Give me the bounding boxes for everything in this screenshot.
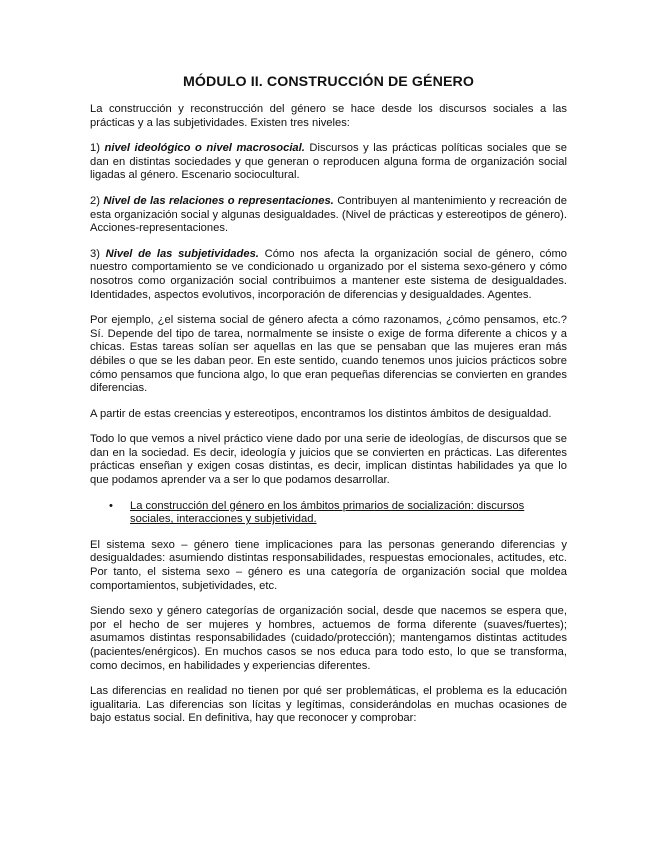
intro-paragraph: La construcción y reconstrucción del género se hace desde los discursos sociales a las prácticas y a las subjetividades. Existen tres niveles: (90, 103, 567, 129)
level-3-prefix: 3) (90, 247, 106, 260)
level-2-text: Contribuyen al mantenimiento y recreación de esta organización social y algunas desigualdades. (Nivel de prácticas y estereotipos de género). Acciones-representaciones. (90, 194, 567, 235)
bullet-icon: • (109, 499, 113, 512)
bullet-text: La construcción del género en los ámbitos primarios de socialización: discursos sociales, interacciones y subjetividad. (130, 499, 525, 526)
level-3-paragraph (90, 248, 567, 302)
level-1-paragraph (90, 142, 567, 183)
bullet-list (90, 500, 567, 527)
diferencias-paragraph: Las diferencias en realidad no tienen por qué ser problemáticas, el problema es la educación igualitaria. Las diferencias son lícitas y legítimas, considerándolas en muchas ocasiones de bajo estatus social. En definitiva, hay que reconocer y comprobar: (90, 685, 567, 725)
level-2-paragraph (90, 195, 567, 236)
level-1-prefix: 1) (90, 142, 105, 155)
level-3-text: Cómo nos afecta la organización social de género, cómo nuestro comportamiento se ve condicionado u organizado por el sistema sexo-género y cómo nosotros como organización social contribuimos a mantener este sistema de desigualdades. Identidades, aspectos evolutivos, incorporación de diferencias y desigualdades. Agentes. (90, 247, 568, 301)
level-2-term: Nivel de las relaciones o representaciones. (103, 194, 334, 207)
beliefs-paragraph: A partir de estas creencias y estereotipos, encontramos los distintos ámbitos de desigualdad. (90, 407, 552, 420)
level-3-term: Nivel de las subjetividades. (105, 247, 259, 260)
categorias-paragraph: Siendo sexo y género categorías de organización social, desde que nacemos se espera que, por el hecho de ser mujeres y hombres, actuemos de forma diferente (suaves/fuertes); asumamos distintas responsabilidades (cuidado/protección); mantengamos distintas actitudes (pacientes/enérgicos). En muchos casos se nos educa para todo esto, lo que se transforma, como decimos, en habilidades y experiencias diferentes. (90, 605, 567, 672)
page-title: MÓDULO II. CONSTRUCCIÓN DE GÉNERO (183, 74, 474, 90)
level-1-text: Discursos y las prácticas políticas sociales que se dan en distintas sociedades y que generan o reproducen alguna forma de organización social ligadas al género. Escenario sociocultural. (90, 142, 567, 182)
list-item (90, 500, 567, 527)
sexo-genero-paragraph: El sistema sexo – género tiene implicaciones para las personas generando diferencias y desigualdades: asumiendo distintas responsabilidades, respuestas emocionales, actitudes, etc. Por tanto, el sistema sexo – género es una categoría de organización social que moldea comportamientos, subjetividades, etc. (90, 538, 567, 592)
example-paragraph: Por ejemplo, ¿el sistema social de género afecta a cómo razonamos, ¿cómo pensamos, etc.? Sí. Depende del tipo de tarea, normalmente se insiste o exige de forma diferente a chicos y a chicas. Estas tareas solían ser aquellas en las que se pensaban que las mujeres eran más débiles o que se les daban peor. En este sentido, cuando tenemos unos juicios prácticos sobre cómo pensamos que funciona algo, lo que eran pequeñas diferencias se convierten en grandes diferencias. (90, 314, 567, 395)
level-2-prefix: 2) (90, 194, 104, 207)
level-1-term: nivel ideológico o nivel macrosocial. (104, 142, 305, 155)
ideologies-paragraph: Todo lo que vemos a nivel práctico viene dado por una serie de ideologías, de discursos que se dan en la sociedad. Es decir, ideología y juicios que se convierten en prácticas. Las diferentes prácticas enseñan y exigen cosas distintas, es decir, implican distintas habilidades ya que lo que podamos aprender va a ser lo que podamos desarrollar. (90, 433, 567, 487)
